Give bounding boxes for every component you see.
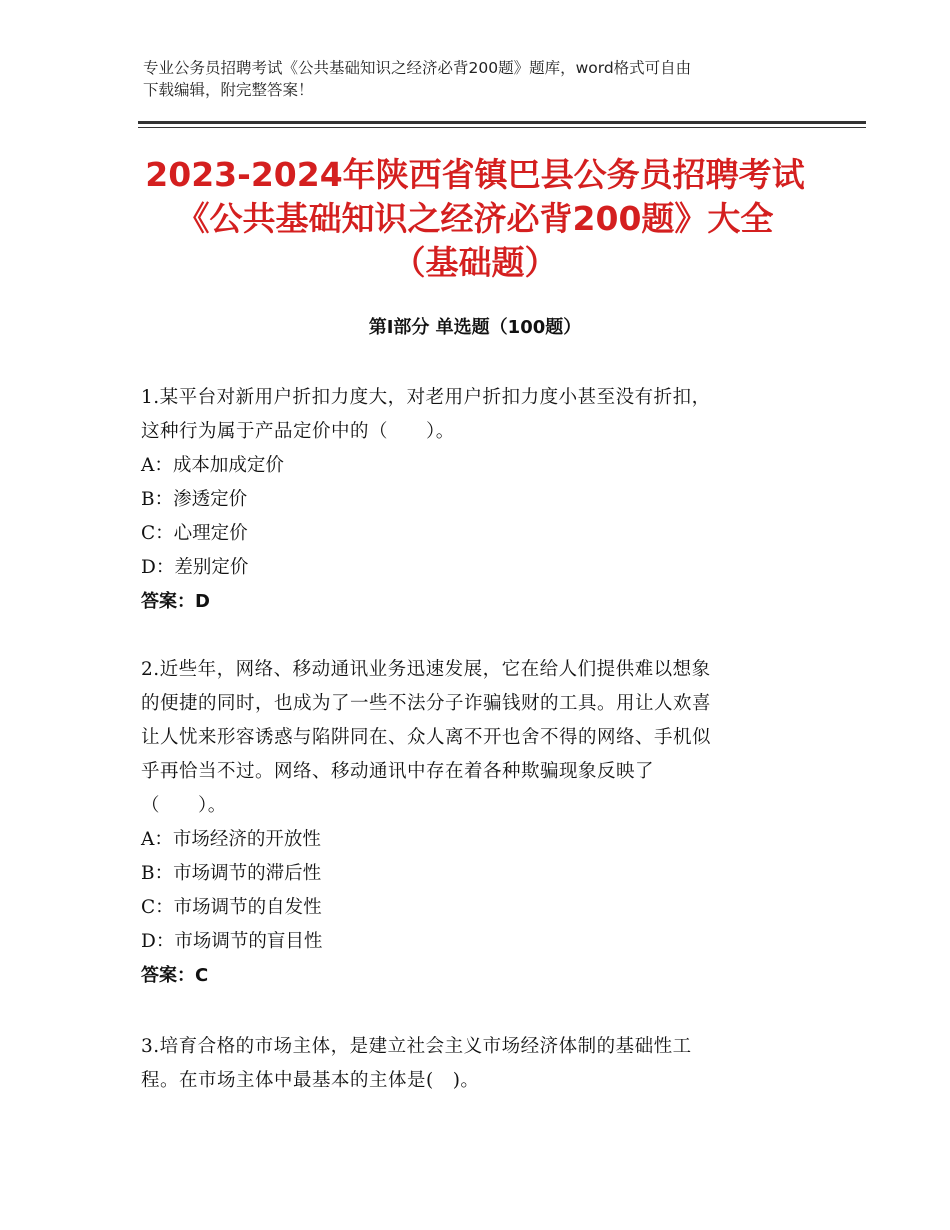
stem-line: 让人忧来形容诱惑与陷阱同在、众人离不开也舍不得的网络、手机似 — [141, 727, 712, 748]
question-stem — [141, 381, 841, 449]
question-2 — [141, 653, 841, 993]
header-note-line: 专业公务员招聘考试《公共基础知识之经济必背200题》题库，word格式可自由 — [143, 59, 692, 77]
option-a: A：市场经济的开放性 — [141, 829, 321, 850]
option-a: A：成本加成定价 — [141, 455, 284, 476]
header-note — [143, 57, 823, 101]
title-line: 《公共基础知识之经济必背200题》大全 — [176, 199, 774, 238]
stem-line: 程。在市场主体中最基本的主体是( )。 — [141, 1070, 480, 1091]
header-divider-thin — [138, 127, 866, 128]
option-d: D：市场调节的盲目性 — [141, 931, 323, 952]
question-3 — [141, 1030, 841, 1098]
stem-line: 的便捷的同时，也成为了一些不法分子诈骗钱财的工具。用让人欢喜 — [141, 693, 712, 714]
title-line: （基础题） — [392, 243, 558, 282]
stem-line: 1.某平台对新用户折扣力度大，对老用户折扣力度小甚至没有折扣， — [141, 387, 711, 408]
header-note-line: 下载编辑，附完整答案！ — [143, 81, 314, 99]
stem-line: （ ）。 — [141, 795, 227, 816]
answer-line: 答案：D — [141, 591, 210, 612]
header-divider-thick — [138, 121, 866, 124]
stem-line: 乎再恰当不过。网络、移动通讯中存在着各种欺骗现象反映了 — [141, 761, 655, 782]
answer-line: 答案：C — [141, 965, 209, 986]
question-stem — [141, 653, 841, 823]
question-stem — [141, 1030, 841, 1098]
option-b: B：市场调节的滞后性 — [141, 863, 322, 884]
stem-line: 3.培育合格的市场主体，是建立社会主义市场经济体制的基础性工 — [141, 1036, 692, 1057]
stem-line: 这种行为属于产品定价中的（ ）。 — [141, 421, 455, 442]
option-c: C：心理定价 — [141, 523, 248, 544]
document-title — [100, 153, 850, 285]
option-b: B：渗透定价 — [141, 489, 248, 510]
option-d: D：差别定价 — [141, 557, 249, 578]
question-1 — [141, 381, 841, 619]
section-heading: 第I部分 单选题（100题） — [368, 317, 582, 338]
option-c: C：市场调节的自发性 — [141, 897, 322, 918]
title-line: 2023-2024年陕西省镇巴县公务员招聘考试 — [145, 155, 805, 194]
stem-line: 2.近些年，网络、移动通讯业务迅速发展，它在给人们提供难以想象 — [141, 659, 711, 680]
